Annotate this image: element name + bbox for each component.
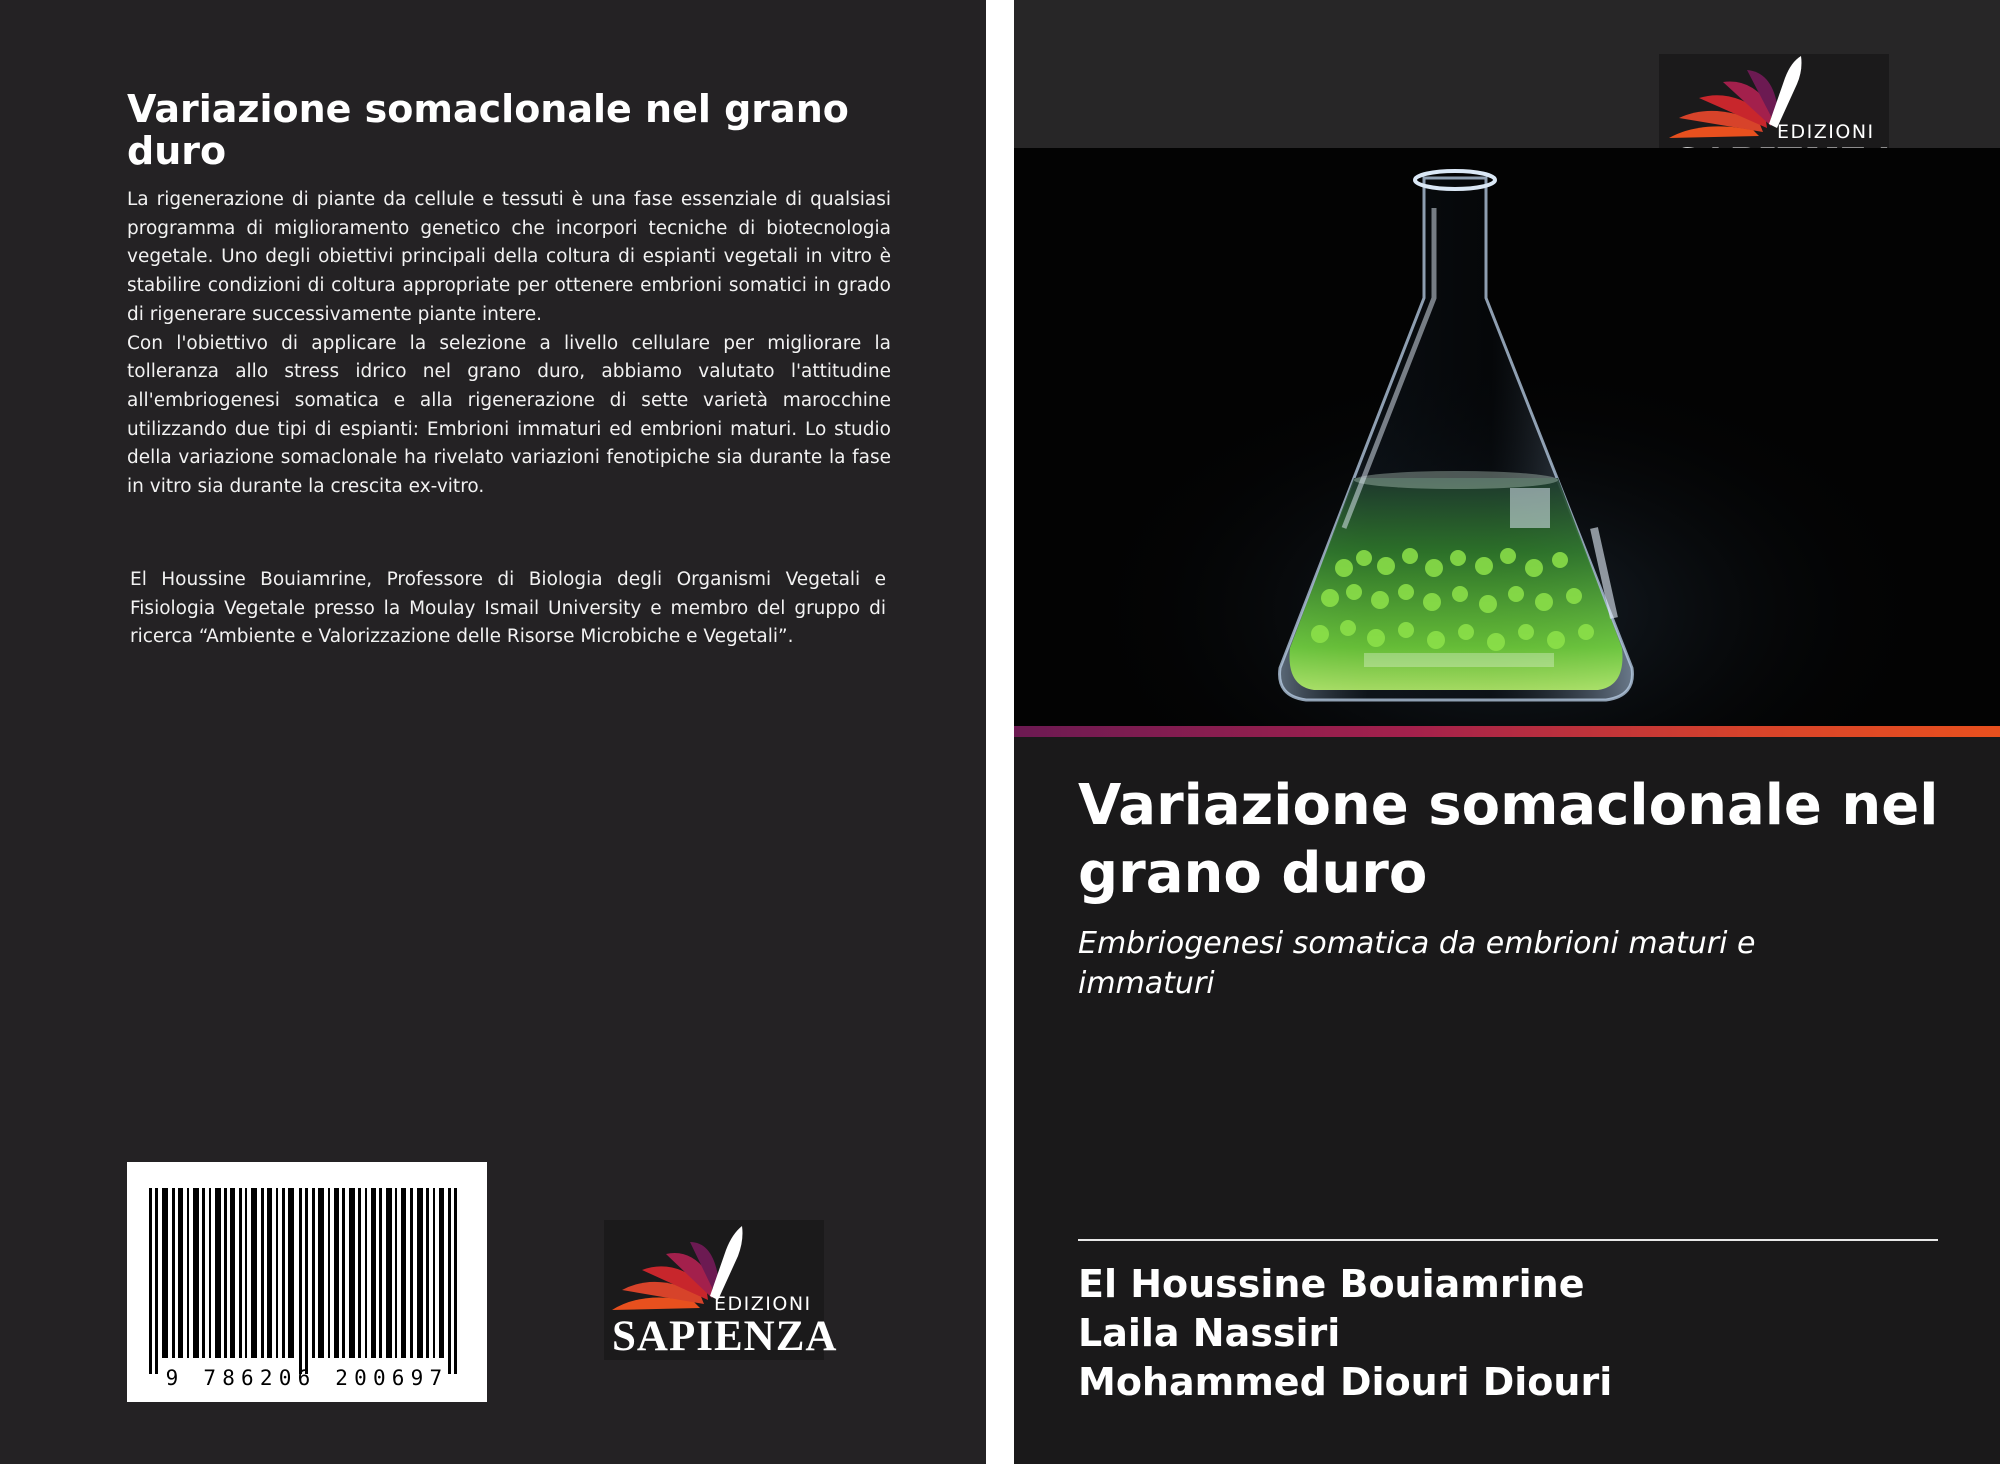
accent-stripe [1014, 726, 2000, 737]
back-cover-blurb [127, 186, 891, 502]
front-cover-subtitle: Embriogenesi somatica da embrioni maturi e immaturi [1078, 926, 1756, 1001]
logo-sapienza: SAPIENZA [612, 1313, 838, 1360]
logo-edizioni: EDIZIONI [1777, 121, 1875, 143]
author-name: Mohammed Diouri Diouri [1078, 1360, 1613, 1404]
isbn-digits: 9 786206 200697 [165, 1366, 449, 1390]
divider [1078, 1239, 1938, 1241]
author-name: El Houssine Bouiamrine [1078, 1262, 1585, 1306]
author-list [1078, 1260, 1612, 1407]
back-cover [0, 0, 986, 1464]
publisher-logo [604, 1220, 838, 1360]
blurb-paragraph: Con l'obiettivo di applicare la selezione a livello cellulare per migliorare la tolleranza allo stress idrico nel grano duro, abbiamo valutato l'attitudine all'embriogenesi somatica e alla rigenerazione di sette varietà marocchine utilizzando due tipi di espianti: Embrioni immaturi ed embrioni maturi. Lo studio della variazione somaclonale ha rivelato variazioni fenotipiche sia durante la fase in vitro sia durante la crescita ex-vitro. [127, 332, 891, 498]
isbn-barcode [127, 1162, 487, 1402]
blurb-paragraph: La rigenerazione di piante da cellule e tessuti è una fase essenziale di qualsiasi programma di miglioramento genetico che incorpori tecniche di biotecnologia vegetale. Uno degli obiettivi principali della coltura di espianti vegetali in vitro è stabilire condizioni di coltura appropriate per ottenere embrioni somatici in grado di rigenerare successivamente piante intere. [127, 189, 891, 325]
fountain-pen-nib-icon [1769, 56, 1802, 128]
erlenmeyer-flask-photo [1014, 148, 2000, 726]
author-bio: El Houssine Bouiamrine, Professore di Biologia degli Organismi Vegetali e Fisiologia Vegetale presso la Moulay Ismail University e membro del gruppo di ricerca “Ambiente e Valorizzazione delle Risorse Microbiche e Vegetali”. [130, 569, 886, 648]
front-cover-title: Variazione somaclonale nel grano duro [1078, 773, 1939, 906]
logo-edizioni: EDIZIONI [714, 1293, 812, 1315]
author-name: Laila Nassiri [1078, 1311, 1341, 1355]
fountain-pen-nib-icon [710, 1226, 743, 1300]
front-cover [1014, 0, 2000, 1464]
back-cover-title: Variazione somaclonale nel grano duro [127, 87, 849, 173]
